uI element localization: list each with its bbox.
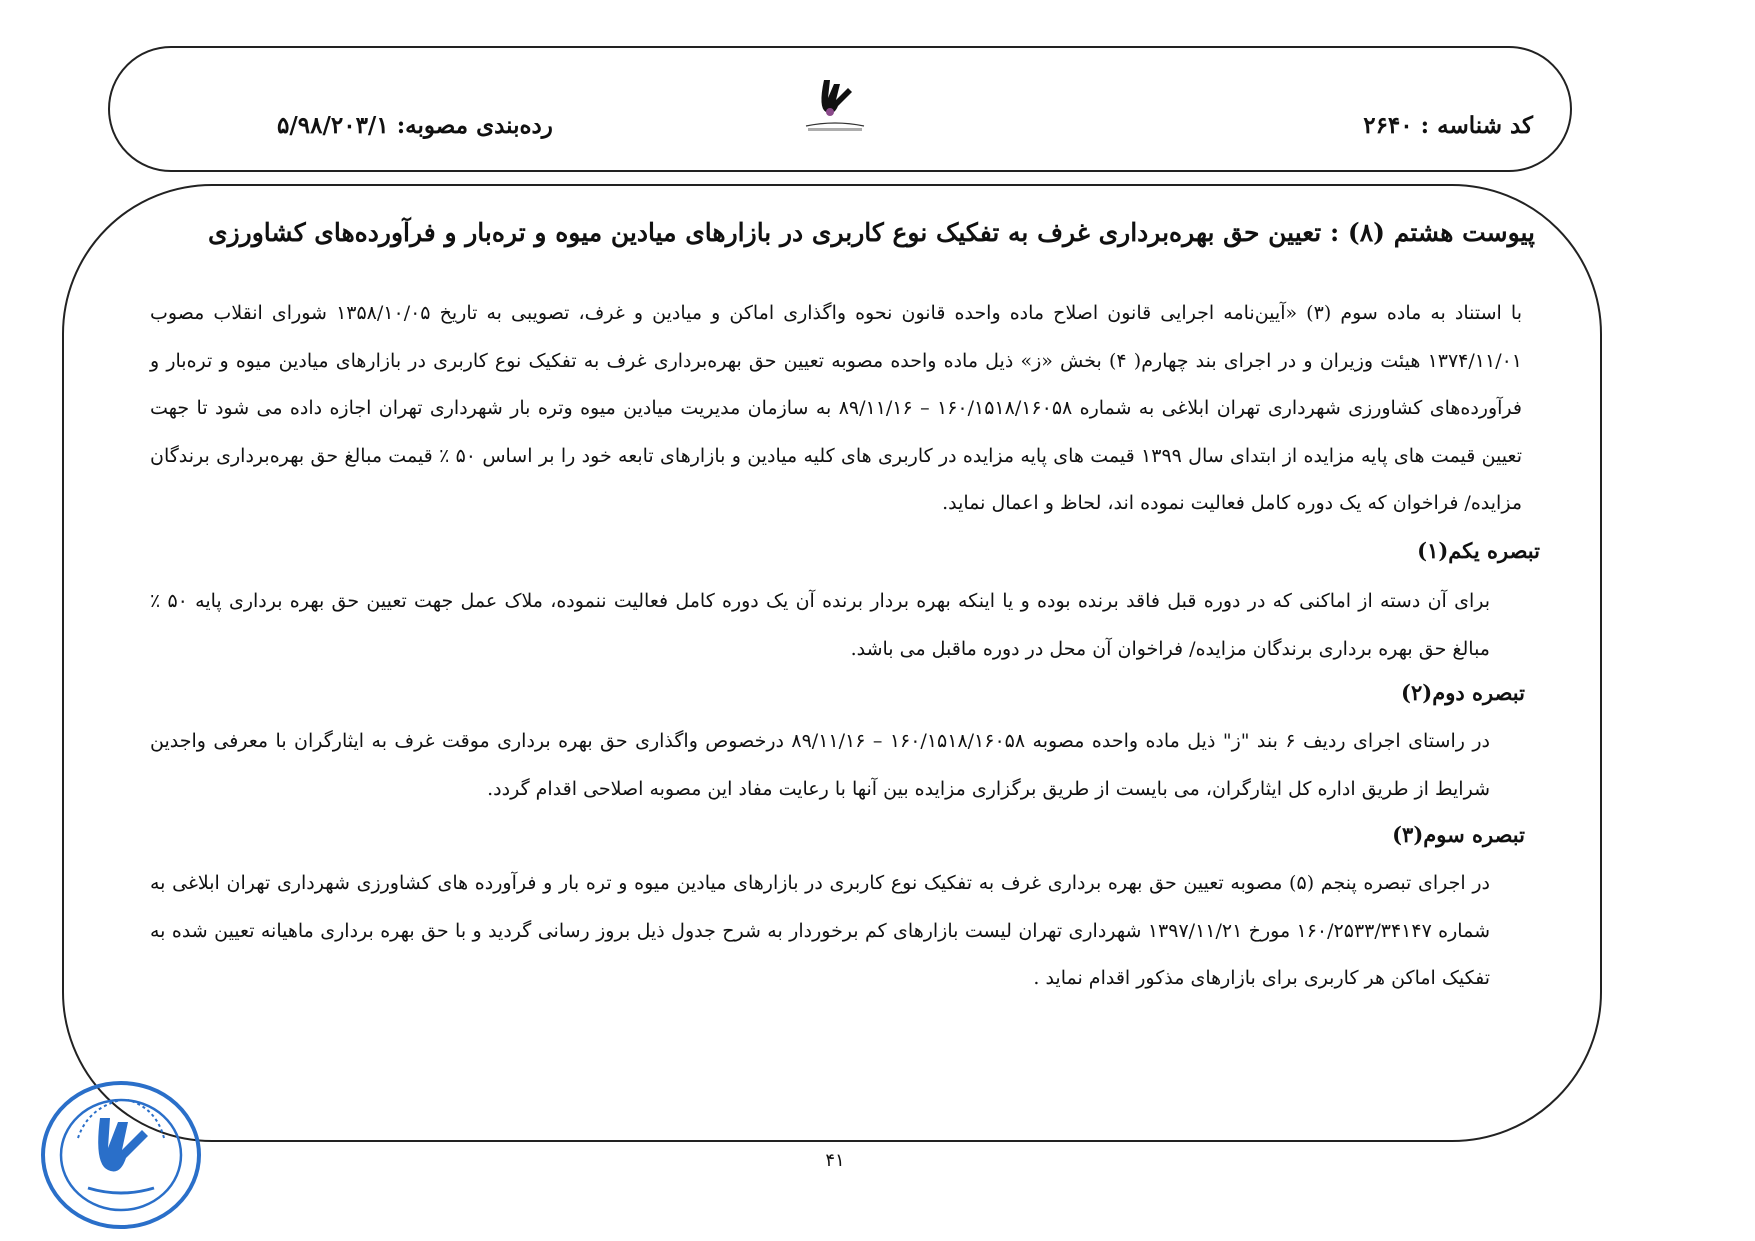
code-id: کد شناسه : ۲۶۴۰ [1363,112,1533,139]
note-2-heading: تبصره دوم(۲) [1401,680,1525,705]
note-1-heading: تبصره یکم(۱) [1417,538,1540,563]
classification-number: رده‌بندی مصوبه: ۵/۹۸/۲۰۳/۱ [277,112,553,139]
note-1-text: برای آن دسته از اماکنی که در دوره قبل فاقد برنده بوده و یا اینکه بهره بردار برنده آن یک دوره کامل فعالیت ننموده، ملاک عمل جهت تعیین حق بهره برداری پایه ۵۰ ٪ مبالغ حق بهره برداری برندگان مزایده/ فراخوان آن محل در دوره ماقبل می باشد. [150,590,1490,660]
page-number: ۴۱ [825,1150,845,1171]
note-3-text: در اجرای تبصره پنجم (۵) مصوبه تعیین حق بهره برداری غرف به تفکیک نوع کاربری در بازارهای میادین میوه و تره بار و فرآورده های کشاورزی شهرداری تهران ابلاغی به شماره ۱۶۰/۲۵۳۳/۳۴۱۴۷ مورخ ۱۳۹۷/۱۱/۲۱ شهرداری تهران لیست بازارهای کم برخوردار به شرح جدول ذیل بروز رسانی گردید و با حق بهره برداری ماهیانه تعیین شده به تفکیک اماکن هر کاربری برای بازارهای مذکور اقدام نماید . [150,872,1490,989]
note-3-heading: تبصره سوم(۳) [1392,822,1525,847]
official-seal-icon [38,1078,204,1233]
annex-title: پیوست هشتم (۸) : تعیین حق بهره‌برداری غرف به تفکیک نوع کاربری در بازارهای میادین میوه و تره‌بار و فرآورده‌های کشاورزی [208,218,1535,247]
intro-paragraph: با استناد به ماده سوم (۳) «آیین‌نامه اجرایی قانون اصلاح ماده واحده قانون نحوه واگذاری اماکن و میادین و غرف، تصویبی به تاریخ ۱۳۵۸/۱۰/۰۵ شورای انقلاب مصوب ۱۳۷۴/۱۱/۰۱ هیئت وزیران و در اجرای بند چهارم( ۴) بخش «ز» ذیل ماده واحده مصوبه تعیین حق بهره‌برداری غرف به تفکیک نوع کاربری در بازارهای میادین میوه و تره‌بار و فرآورده‌های کشاورزی شهرداری تهران ابلاغی به شماره ۱۶۰/۱۵۱۸/۱۶۰۵۸ – ۸۹/۱۱/۱۶ به سازمان مدیریت میادین میوه وتره بار شهرداری تهران اجازه داده می شود تا جهت تعیین قیمت های پایه مزایده از ابتدای سال ۱۳۹۹ قیمت های پایه مزایده در کاربری های کلیه میادین و بازارهای تابعه خود را بر اساس ۵۰ ٪ قیمت مبالغ حق بهره‌برداری برندگان مزایده/ فراخوان که یک دوره کامل فعالیت نموده اند، لحاظ و اعمال نماید. [150,302,1523,514]
council-emblem-icon [800,76,870,136]
note-2-text: در راستای اجرای ردیف ۶ بند "ز" ذیل ماده واحده مصوبه ۱۶۰/۱۵۱۸/۱۶۰۵۸ – ۸۹/۱۱/۱۶ درخصوص واگذاری حق بهره برداری موقت غرف به ایثارگران با معرفی واجدین شرایط از طریق اداره کل ایثارگران، می بایست از طریق برگزاری مزایده بین آنها با رعایت مفاد این مصوبه اصلاحی اقدام گردد. [150,730,1490,800]
